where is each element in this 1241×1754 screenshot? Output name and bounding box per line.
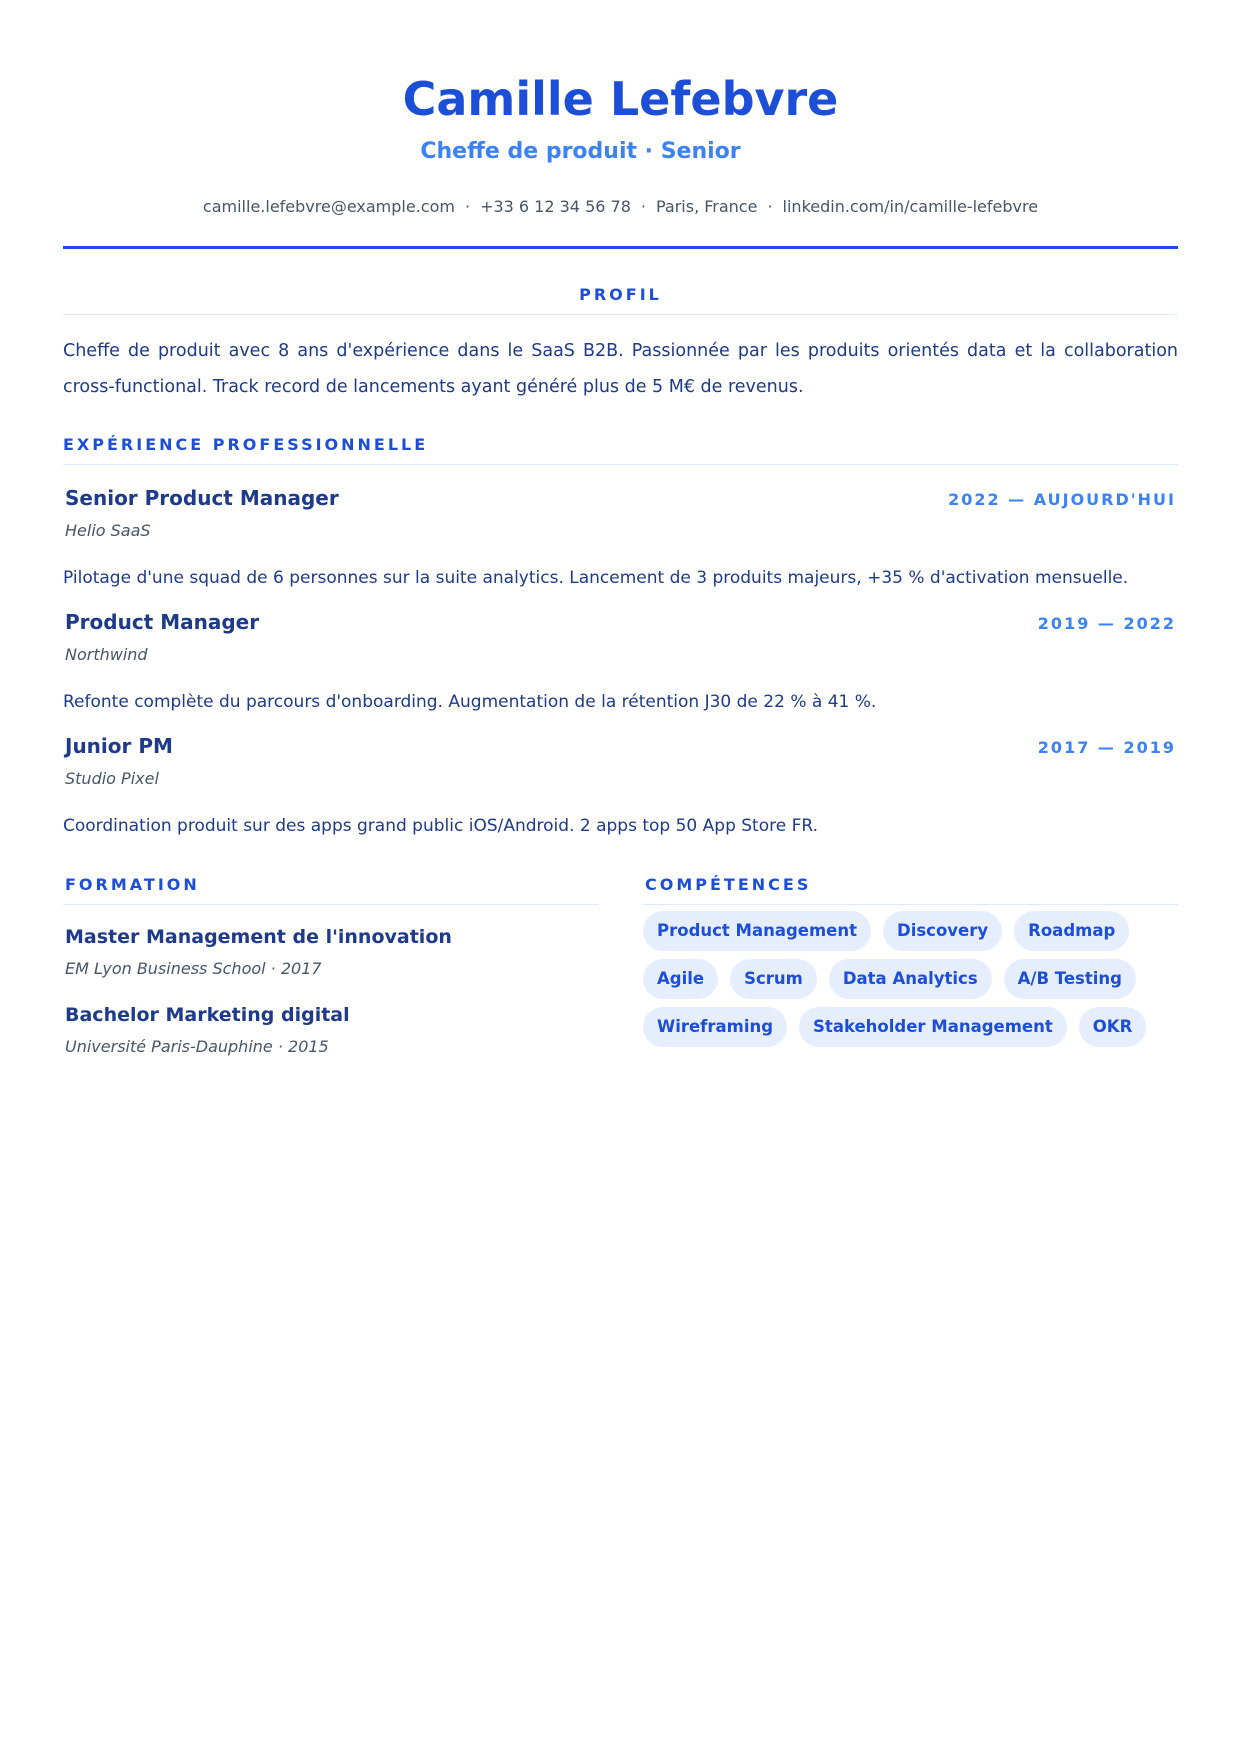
skills-section: [643, 875, 1178, 1057]
contact-email[interactable]: camille.lefebvre@example.com: [202, 197, 455, 216]
contact-separator: ·: [464, 197, 471, 216]
skills-heading: COMPÉTENCES: [643, 875, 1178, 905]
job-title: Junior PM: [65, 734, 173, 758]
job-description: Pilotage d'une squad de 6 personnes sur la suite analytics. Lancement de 3 produits majeurs, +35 % d'activation mensuelle.: [63, 568, 1129, 588]
degree-title: Bachelor Marketing digital: [65, 1004, 350, 1026]
job-description: Refonte complète du parcours d'onboarding. Augmentation de la rétention J30 de 22 % à 41 %.: [63, 692, 877, 712]
contact-phone[interactable]: +33 6 12 34 56 78: [480, 197, 631, 216]
degree-school: EM Lyon Business School · 2017: [65, 959, 322, 978]
job-title: Senior Product Manager: [65, 486, 339, 510]
profile-section: [63, 285, 1178, 405]
candidate-name: Camille Lefebvre: [402, 72, 839, 126]
contact-separator: ·: [640, 197, 646, 216]
skill-chip: Stakeholder Management: [799, 1007, 1067, 1047]
header-divider: [63, 246, 1178, 249]
skill-chip: OKR: [1079, 1007, 1147, 1047]
job-dates: 2019 — 2022: [1037, 614, 1176, 633]
contact-linkedin[interactable]: linkedin.com/in/camille-lefebvre: [782, 197, 1039, 216]
profile-summary: Cheffe de produit avec 8 ans d'expérience dans le SaaS B2B. Passionnée par les produits orientés data et la collaboration cross-functional. Track record de lancements ayant généré plus de 5 M€ de revenus.: [63, 341, 1178, 397]
job-entry: [63, 609, 1178, 713]
contact-separator: ·: [767, 197, 773, 216]
education-section: [63, 875, 598, 1057]
job-company: Northwind: [65, 645, 148, 664]
skill-chip: Wireframing: [643, 1007, 787, 1047]
skill-chip: Data Analytics: [829, 959, 992, 999]
job-entry: [63, 733, 1178, 837]
job-header: [63, 485, 1178, 511]
job-header: [63, 733, 1178, 759]
job-entry: [63, 485, 1178, 589]
job-company: Studio Pixel: [65, 769, 159, 788]
education-entry: [63, 1003, 598, 1057]
degree-title: Master Management de l'innovation: [65, 926, 452, 948]
education-heading: FORMATION: [63, 875, 598, 905]
contact-location: Paris, France: [655, 197, 758, 216]
education-entry: [63, 925, 598, 979]
job-description: Coordination produit sur des apps grand public iOS/Android. 2 apps top 50 App Store FR.: [63, 816, 818, 836]
experience-section: [63, 435, 1178, 837]
skills-list: [643, 911, 1178, 1055]
skill-chip: Agile: [643, 959, 718, 999]
skill-chip: A/B Testing: [1004, 959, 1136, 999]
job-title: Product Manager: [65, 610, 260, 634]
skill-chip: Discovery: [883, 911, 1002, 951]
candidate-title: Cheffe de produit · Senior: [420, 139, 741, 164]
experience-heading: EXPÉRIENCE PROFESSIONNELLE: [63, 435, 1178, 465]
bottom-columns: [63, 875, 1178, 1057]
degree-school: Université Paris-Dauphine · 2015: [65, 1037, 329, 1056]
resume-header: [63, 0, 1178, 249]
skill-chip: Scrum: [730, 959, 817, 999]
job-dates: 2022 — AUJOURD'HUI: [948, 490, 1176, 509]
skill-chip: Product Management: [643, 911, 871, 951]
job-dates: 2017 — 2019: [1037, 738, 1176, 757]
skill-chip: Roadmap: [1014, 911, 1129, 951]
profile-heading: PROFIL: [63, 285, 1178, 315]
job-header: [63, 609, 1178, 635]
job-company: Helio SaaS: [65, 521, 151, 540]
contact-line: [63, 196, 1178, 218]
